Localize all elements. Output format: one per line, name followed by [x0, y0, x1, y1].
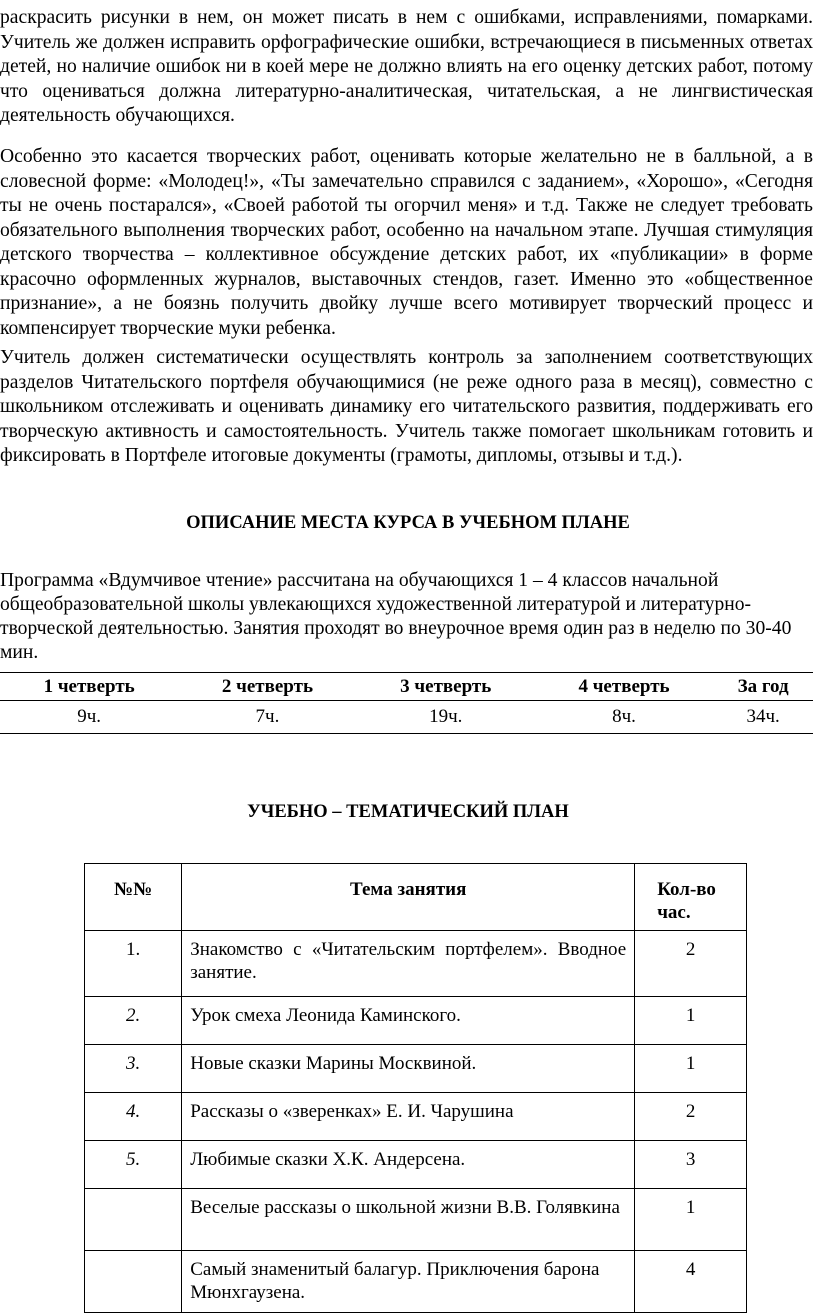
quarters-header-row	[0, 673, 813, 701]
row-hours: 1	[635, 1045, 747, 1093]
table-row	[85, 1251, 747, 1313]
row-topic: Новые сказки Марины Москвиной.	[182, 1045, 635, 1093]
row-topic: Веселые рассказы о школьной жизни В.В. Голявкина	[182, 1189, 635, 1251]
quarter-value: 8ч.	[535, 701, 713, 734]
table-row	[85, 1141, 747, 1189]
quarter-value: 19ч.	[357, 701, 535, 734]
quarters-table	[0, 672, 813, 734]
paragraph-2: Особенно это касается творческих работ, оценивать которые желательно не в балльной, а в словесной форме: «Молодец!», «Ты замечательно справился с заданием», «Хорошо», «Сегодня ты не очень постарался», «Своей работой ты огорчил меня» и т.д. Также не следует требовать обязательного выполнения творческих работ, особенно на начальном этапе. Лучшая стимуляция детского творчества – коллективное обсуждение детских работ, их «публикации» в форме красочно оформленных журналов, выставочных стендов, газет. Именно это «общественное признание», а не боязнь получить двойку лучше всего мотивирует творческий процесс и компенсирует творческие муки ребенка.	[0, 146, 813, 339]
quarter-header: 2 четверть	[178, 673, 356, 701]
hours-header: Кол-во час.	[635, 864, 747, 931]
table-row	[85, 1045, 747, 1093]
row-number: 5.	[85, 1141, 182, 1189]
year-header: За год	[713, 673, 813, 701]
row-topic: Знакомство с «Читательским портфелем». Вводное занятие.	[182, 931, 635, 997]
year-value: 34ч.	[713, 701, 813, 734]
table-row	[85, 931, 747, 997]
topic-header: Тема занятия	[182, 864, 635, 931]
table-row	[85, 1093, 747, 1141]
row-number	[85, 1251, 182, 1313]
section-title-course-place: ОПИСАНИЕ МЕСТА КУРСА В УЧЕБНОМ ПЛАНЕ	[186, 513, 630, 533]
section-title-thematic-plan: УЧЕБНО – ТЕМАТИЧЕСКИЙ ПЛАН	[247, 802, 569, 822]
row-number: 1.	[85, 931, 182, 997]
quarter-value: 9ч.	[0, 701, 178, 734]
row-number: 3.	[85, 1045, 182, 1093]
program-description: Программа «Вдумчивое чтение» рассчитана на обучающихся 1 – 4 классов начальной общеобразовательной школы увлекающихся художественной литературой и литературно-творческой деятельностью. Занятия проходят во внеурочное время один раз в неделю по 30-40 мин.	[0, 570, 792, 663]
quarter-header: 3 четверть	[357, 673, 535, 701]
quarters-values-row	[0, 701, 813, 734]
row-topic: Любимые сказки Х.К. Андерсена.	[182, 1141, 635, 1189]
row-topic: Рассказы о «зверенках» Е. И. Чарушина	[182, 1093, 635, 1141]
thematic-plan-table	[84, 863, 747, 1313]
row-number: 4.	[85, 1093, 182, 1141]
quarter-header: 1 четверть	[0, 673, 178, 701]
row-hours: 4	[635, 1251, 747, 1313]
row-hours: 2	[635, 1093, 747, 1141]
row-number: 2.	[85, 997, 182, 1045]
quarter-header: 4 четверть	[535, 673, 713, 701]
row-topic: Самый знаменитый балагур. Приключения барона Мюнхгаузена.	[182, 1251, 635, 1313]
row-hours: 3	[635, 1141, 747, 1189]
table-row	[85, 997, 747, 1045]
row-topic: Урок смеха Леонида Каминского.	[182, 997, 635, 1045]
num-header: №№	[85, 864, 182, 931]
row-hours: 2	[635, 931, 747, 997]
row-hours: 1	[635, 1189, 747, 1251]
row-hours: 1	[635, 997, 747, 1045]
paragraph-1: раскрасить рисунки в нем, он может писать в нем с ошибками, исправлениями, помарками. Учитель же должен исправить орфографические ошибки, встречающиеся в письменных ответах детей, но наличие ошибок ни в коей мере не должно влиять на его оценку детских работ, потому что оцениваться должна литературно-аналитическая, читательская, а не лингвистическая деятельность обучающихся.	[0, 7, 813, 126]
table-row	[85, 1189, 747, 1251]
paragraph-3: Учитель должен систематически осуществлять контроль за заполнением соответствующих разделов Читательского портфеля обучающимися (не реже одного раза в месяц), совместно с школьником отслеживать и оценивать динамику его читательского развития, поддерживать его творческую активность и самостоятельность. Учитель также помогает школьникам готовить и фиксировать в Портфеле итоговые документы (грамоты, дипломы, отзывы и т.д.).	[0, 347, 813, 466]
plan-header-row	[85, 864, 747, 931]
row-number	[85, 1189, 182, 1251]
quarter-value: 7ч.	[178, 701, 356, 734]
